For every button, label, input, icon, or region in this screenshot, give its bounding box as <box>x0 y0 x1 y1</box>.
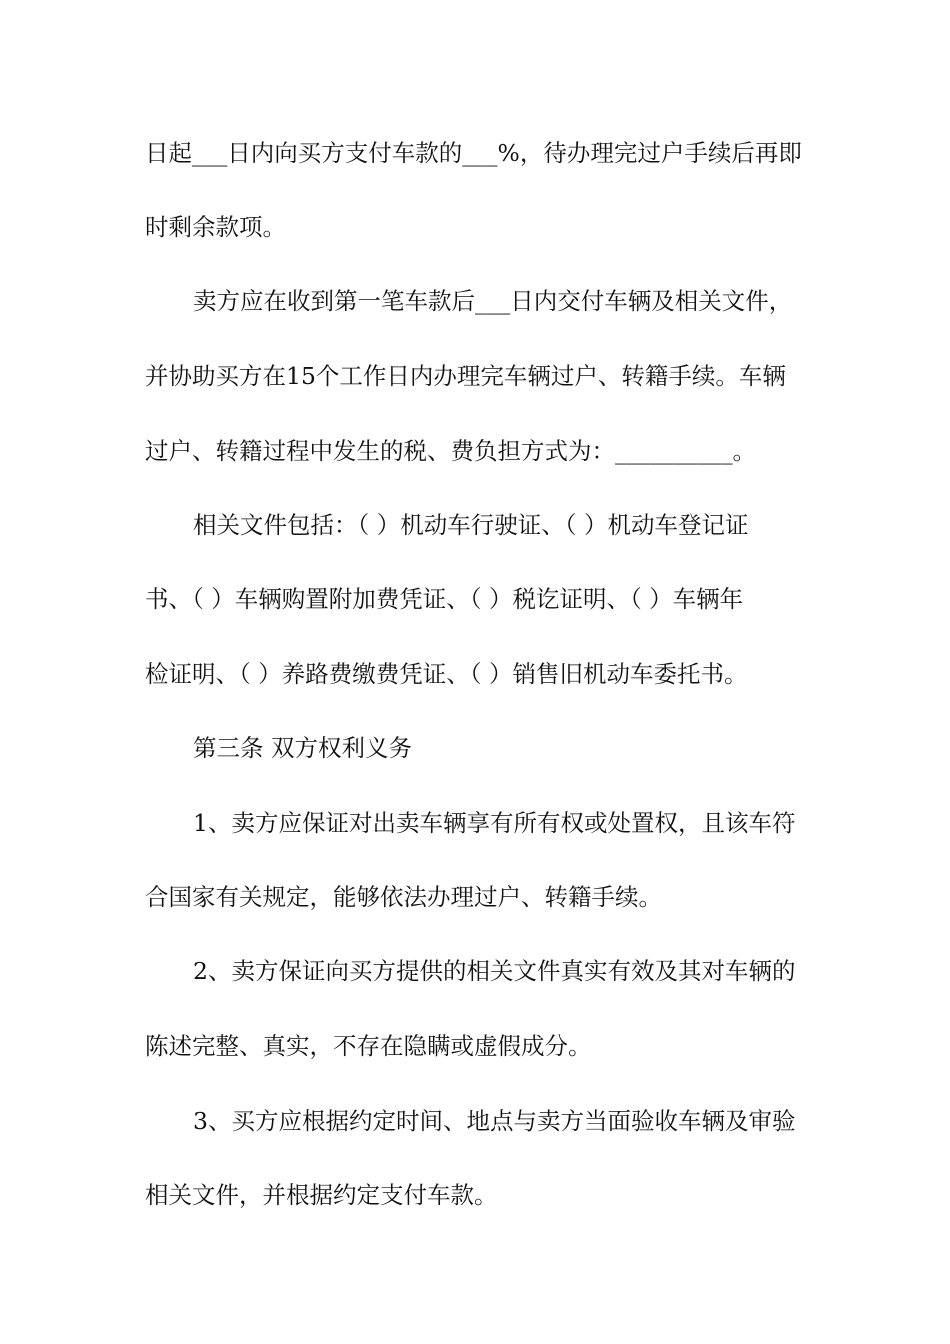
text-line: 日起___日内向买方支付车款的___%，待办理完过户手续后再即 <box>145 139 802 167</box>
text-line: 3、买方应根据约定时间、地点与卖方当面验收车辆及审验 <box>193 1107 796 1135</box>
text-line: 卖方应在收到第一笔车款后___日内交付车辆及相关文件， <box>193 287 793 315</box>
text-line: 合国家有关规定，能够依法办理过户、转籍手续。 <box>145 883 662 911</box>
text-line: 书、（ ）车辆购置附加费凭证、（ ）税讫证明、（ ）车辆年 <box>145 585 744 613</box>
text-line: 相关文件，并根据约定支付车款。 <box>145 1181 498 1209</box>
text-line: 时剩余款项。 <box>145 213 286 241</box>
text-line: 2、卖方保证向买方提供的相关文件真实有效及其对车辆的 <box>193 957 796 985</box>
text-line: 1、卖方应保证对出卖车辆享有所有权或处置权，且该车符 <box>193 809 796 837</box>
text-line: 过户、转籍过程中发生的税、费负担方式为：__________。 <box>145 437 756 465</box>
section-heading: 第三条 双方权利义务 <box>193 734 412 762</box>
text-line: 陈述完整、真实，不存在隐瞒或虚假成分。 <box>145 1032 592 1060</box>
text-line: 检证明、（ ）养路费缴费凭证、（ ）销售旧机动车委托书。 <box>145 660 748 688</box>
text-line: 相关文件包括：（ ）机动车行驶证、（ ）机动车登记证 <box>193 511 749 539</box>
text-line: 并协助买方在15个工作日内办理完车辆过户、转籍手续。车辆 <box>145 362 786 390</box>
